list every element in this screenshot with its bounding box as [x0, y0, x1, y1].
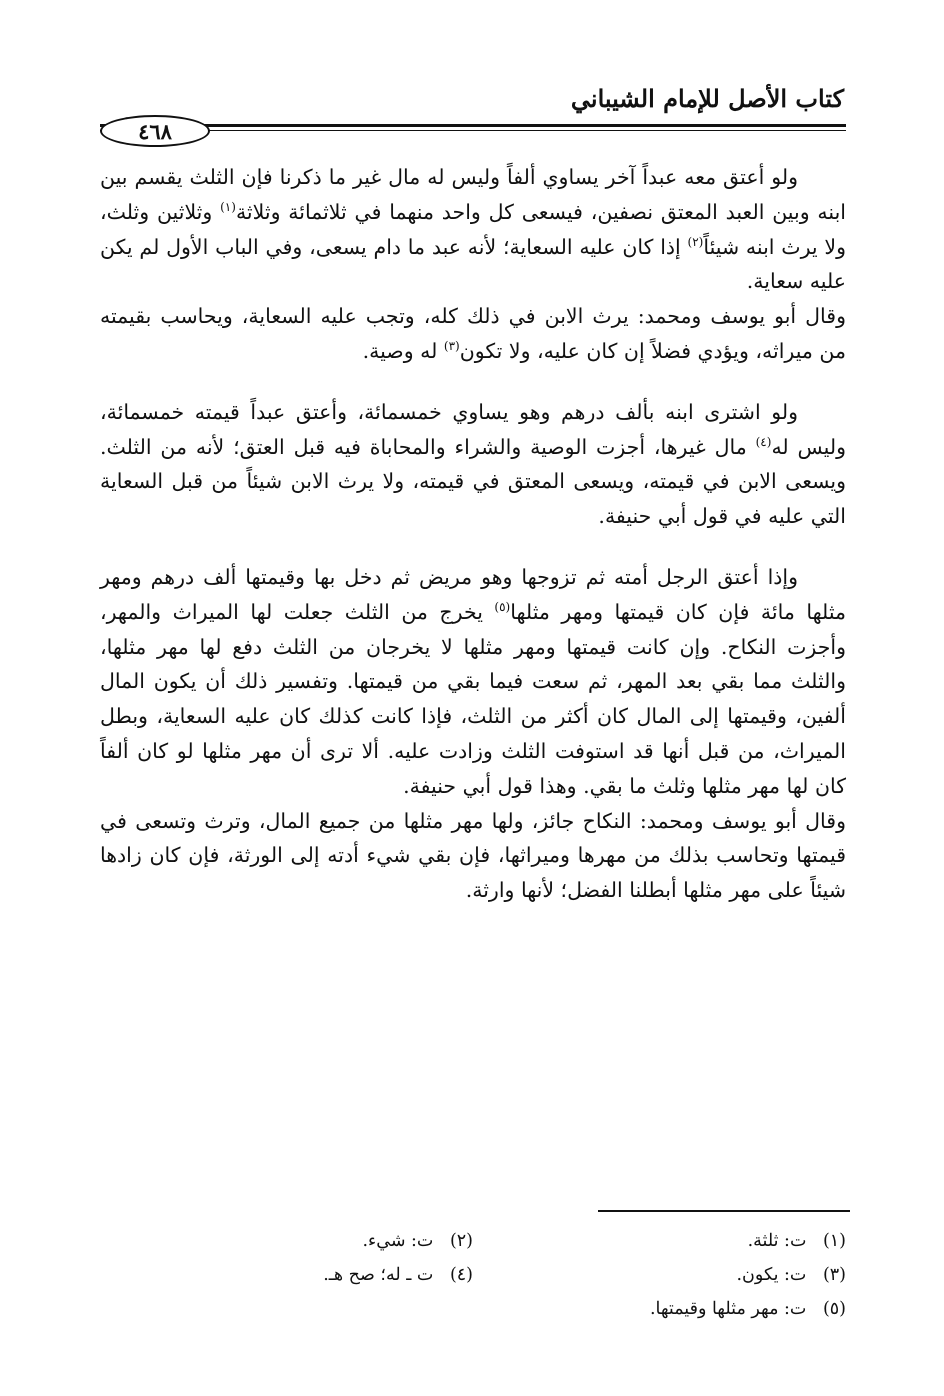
footnote-text: ت: مهر مثلها وقيمتها.: [649, 1299, 807, 1319]
header-rule-thick: [100, 124, 846, 127]
text-segment: وقال أبو يوسف ومحمد: النكاح جائز، ولها مهر مثلها من جميع المال، وترث وتسعى في قيمتها وتحاسب بذلك من مهرها وميراثها، فإن بقي شيء أدته إلى الورثة، فإن كان زادها شيئاً على مهر مثلها أبطلنا الفضل؛ لأنها وارثة.: [100, 808, 846, 903]
body-text: [100, 160, 846, 908]
footnote-number: (٤): [449, 1265, 473, 1285]
footnote-2: [100, 1224, 473, 1258]
paragraph-1-continuation: [100, 299, 846, 369]
paragraph-1: [100, 160, 846, 299]
text-segment: ولو اشترى ابنه بألف درهم وهو يساوي خمسمائة، وأعتق عبداً قيمته خمسمائة، وليس له: [100, 399, 846, 459]
running-title: كتاب الأصل للإمام الشيباني: [570, 84, 844, 113]
footnote-text: ت: شيء.: [362, 1231, 434, 1251]
footnote-row: [100, 1224, 846, 1258]
paragraph-gap: [100, 534, 846, 560]
footnote-rule: [598, 1210, 850, 1212]
footnote-ref-1: (١): [220, 199, 236, 214]
footnote-5: [466, 1292, 846, 1326]
text-segment: يخرج من الثلث جعلت لها الميراث والمهر، وأجزت النكاح. وإن كانت قيمتها ومهر مثلها لا يخرجان من الثلث دفع لها مهر مثلها، والثلث مما بقي بعد المهر، ثم سعت فيما بقي من قيمتها. وتفسير ذلك أن يكون المال ألفين، وقيمتها إلى المال كان أكثر من الثلث، فإذا كانت كذلك كان عليه السعاية، وبطل الميراث، من قبل أنها قد استوفت الثلث وزادت عليه. ألا ترى أن مهر مثلها لو كان ألفاً كان لها مهر مثلها وثلث ما بقي. وهذا قول أبي حنيفة.: [100, 599, 846, 798]
footnote-4: [100, 1258, 473, 1292]
text-segment: وإذا أعتق الرجل أمته ثم تزوجها وهو مريض ثم دخل بها وقيمتها ألف درهم ومهر مثلها مائة فإن كان قيمتها ومهر مثلها: [100, 564, 846, 624]
footnotes: [100, 1224, 846, 1326]
footnote-text: ت ـ له؛ صح هـ.: [323, 1265, 434, 1285]
footnote-number: (٢): [449, 1231, 473, 1251]
header-rule-thin: [100, 130, 846, 131]
footnote-number: (٥): [822, 1299, 846, 1319]
footnote-row: [100, 1292, 846, 1326]
footnote-3: [473, 1258, 846, 1292]
footnote-ref-3: (٣): [443, 339, 460, 354]
paragraph-3: [100, 560, 846, 804]
footnote-text: ت: ثلثة.: [747, 1231, 807, 1251]
footnote-ref-5: (٥): [494, 599, 511, 614]
footnote-row: [100, 1258, 846, 1292]
paragraph-3-continuation: [100, 804, 846, 908]
footnote-text: ت: يكون.: [736, 1265, 807, 1285]
footnote-1: [473, 1224, 846, 1258]
text-segment: إذا كان عليه السعاية؛ لأنه عبد ما دام يسعى، وفي الباب الأول لم يكن عليه سعاية.: [100, 234, 846, 294]
text-segment: وقال أبو يوسف ومحمد: يرث الابن في ذلك كله، وتجب عليه السعاية، ويحاسب بقيمته من ميراثه، ويؤدي فضلاً إن كان عليه، ولا تكون: [100, 304, 846, 363]
footnote-number: (١): [822, 1231, 846, 1251]
footnote-ref-2: (٢): [687, 234, 704, 249]
footnote-ref-4: (٤): [755, 434, 772, 449]
text-segment: مال غيرها، أجزت الوصية والشراء والمحاباة فيه قبل العتق؛ لأنه من الثلث. ويسعى الابن في قيمته، ويسعى المعتق في قيمته، ولا يرث الابن شيئاً من قبل السعاية التي عليه في قول أبي حنيفة.: [100, 434, 846, 529]
text-segment: ولو أعتق معه عبداً آخر يساوي ألفاً وليس له مال غير ما ذكرنا فإن الثلث يقسم بين ابنه وبين العبد المعتق نصفين، فيسعى كل واحد منهما في ثلاثمائة وثلاثة: [100, 165, 846, 224]
text-segment: وثلاثين وثلث، ولا يرث ابنه شيئاً: [100, 199, 846, 259]
text-segment: له وصية.: [362, 338, 444, 363]
footnote-number: (٣): [822, 1265, 846, 1285]
paragraph-gap: [100, 369, 846, 395]
paragraph-2: [100, 395, 846, 534]
page-number: ٤٦٨: [100, 115, 210, 147]
